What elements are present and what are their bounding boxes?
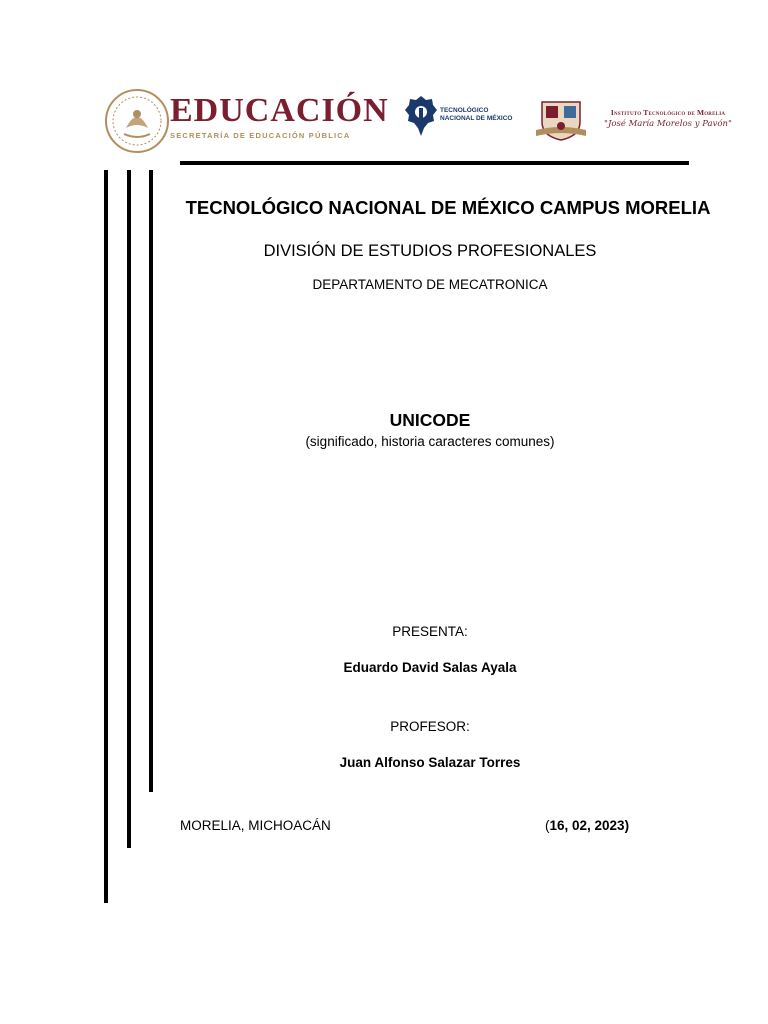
date-value: 16, 02, 2023) <box>549 818 630 833</box>
vertical-rule-3 <box>149 170 153 792</box>
presenta-label: PRESENTA: <box>392 624 468 639</box>
tecnm-wordmark <box>440 107 512 123</box>
itm-motto: "José María Morelos y Pavón" <box>604 119 732 129</box>
student-name: Eduardo David Salas Ayala <box>343 660 517 675</box>
vertical-rule-1 <box>104 170 108 903</box>
tecnm-line-1: TECNOLÓGICO <box>440 107 489 114</box>
vertical-rule-2 <box>127 170 131 848</box>
itm-shield-icon <box>534 96 588 142</box>
school-name: TECNOLÓGICO NACIONAL DE MÉXICO CAMPUS MORELIA <box>185 197 711 218</box>
professor-name: Juan Alfonso Salazar Torres <box>339 755 521 770</box>
subject-title: UNICODE <box>389 410 471 430</box>
tecnm-line-2: NACIONAL DE MÉXICO <box>440 115 513 122</box>
date-open-paren: ( <box>545 818 550 833</box>
itm-wordmark <box>598 108 738 129</box>
division-name: DIVISIÓN DE ESTUDIOS PROFESIONALES <box>263 242 597 260</box>
document-date <box>545 818 629 833</box>
sep-wordmark <box>170 92 389 140</box>
department-name: DEPARTAMENTO DE MECATRONICA <box>312 277 548 292</box>
top-rule <box>180 161 689 165</box>
tecnm-gear-icon <box>404 94 438 138</box>
national-seal-icon <box>104 88 170 154</box>
sep-title: EDUCACIÓN <box>170 92 389 129</box>
itm-name: Instituto Tecnológico de Morelia <box>610 108 726 117</box>
subject-subtitle: (significado, historia caracteres comunes) <box>305 434 555 449</box>
city-location: MORELIA, MICHOACÁN <box>180 818 331 833</box>
sep-subtitle: SECRETARÍA DE EDUCACIÓN PÚBLICA <box>170 131 351 140</box>
profesor-label: PROFESOR: <box>390 719 470 734</box>
